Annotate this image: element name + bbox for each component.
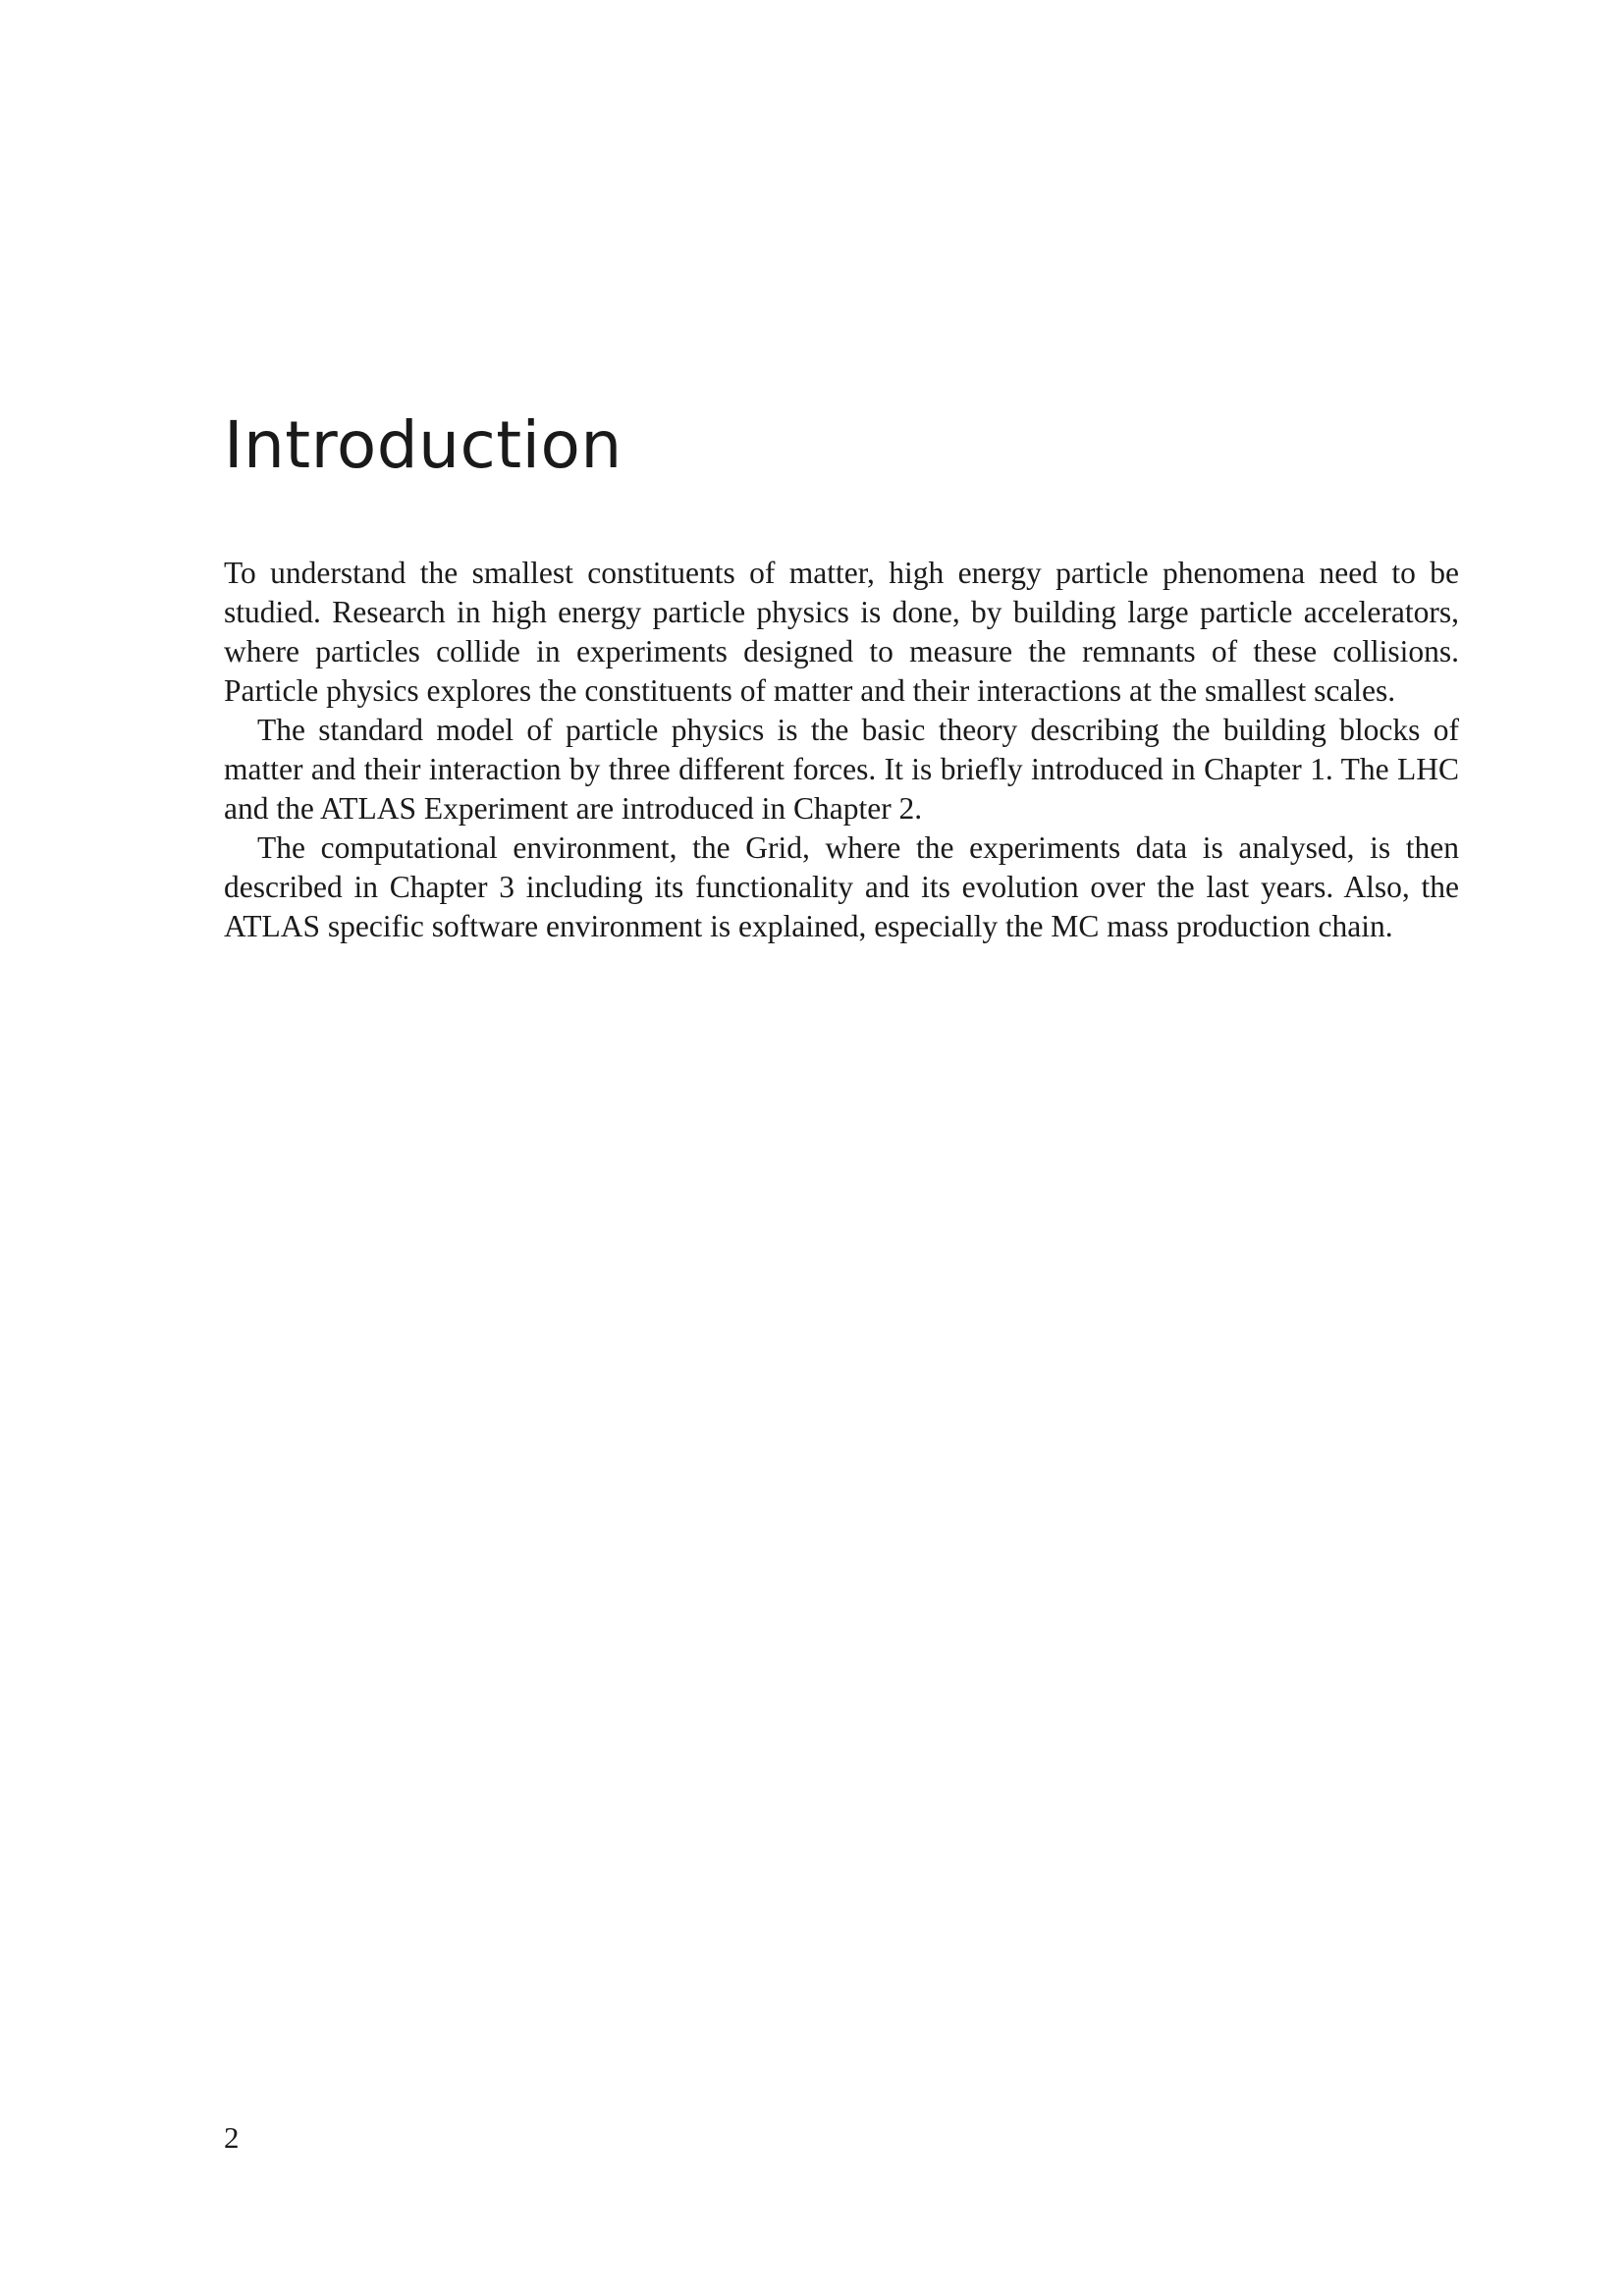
chapter-title: Introduction xyxy=(224,407,623,483)
paragraph: To understand the smallest constituents of matter, high energy particle phenomena need to be studied. Research in high energy particle physics is done, by building large particle accelerators, where particles collide in experiments designed to measure the remnants of these collisions. Particle physics explores the constituents of matter and their interactions at the smallest scales. xyxy=(224,556,1459,708)
page-number: 2 xyxy=(224,2120,240,2155)
paragraph: The standard model of particle physics is the basic theory describing the building blocks of matter and their interaction by three different forces. It is briefly introduced in Chapter 1. The LHC and the ATLAS Experiment are introduced in Chapter 2. xyxy=(224,713,1459,826)
chapter-body xyxy=(224,554,1459,946)
paragraph: The computational environment, the Grid, where the experiments data is analysed, is then described in Chapter 3 including its functionality and its evolution over the last years. Also, the ATLAS specific software environment is explained, especially the MC mass production chain. xyxy=(224,830,1459,943)
